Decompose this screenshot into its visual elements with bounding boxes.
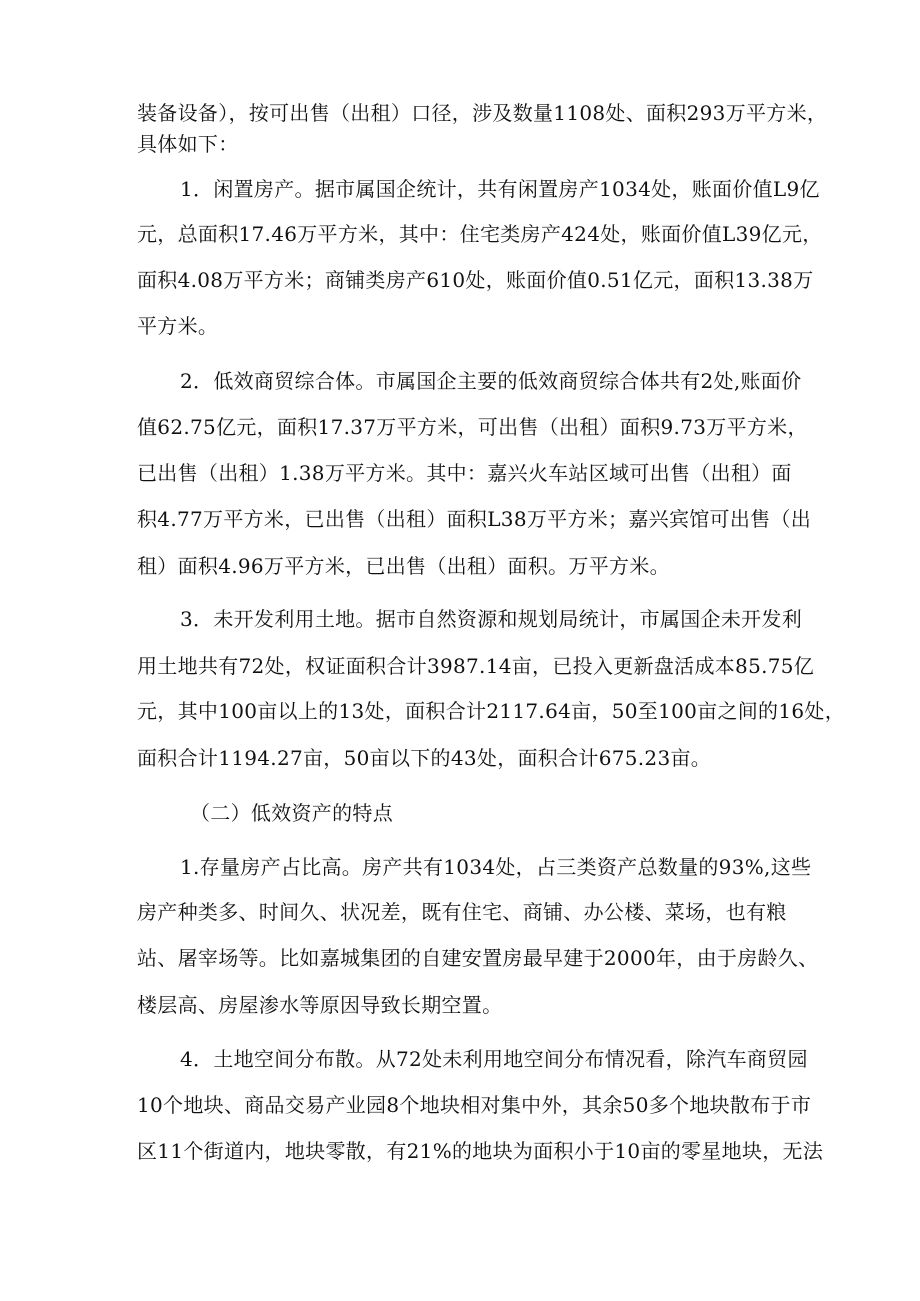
text-line: 区11个街道内，地块零散，有21%的地块为面积小于10亩的零星地块，无法 [137, 1139, 824, 1163]
text-line: 元，其中100亩以上的13处，面积合计2117.64亩，50至100亩之间的16处， [137, 699, 845, 723]
text-line: 站、屠宰场等。比如嘉城集团的自建安置房最早建于2000年，由于房龄久、 [137, 946, 819, 970]
paragraph-4-line: 1.存量房产占比高。房产共有1034处，占三类资产总数量的93%,这些 [180, 855, 812, 879]
text-line: 面积4.08万平方米；商铺类房产610处，账面价值0.51亿元，面积13.38万 [137, 268, 814, 292]
text-line: 装备设备），按可出售（出租）口径，涉及数量1108处、面积293万平方米， [137, 101, 828, 125]
text-line: 楼层高、房屋渗水等原因导致长期空置。 [137, 993, 503, 1017]
text-line: 值62.75亿元，面积17.37万平方米，可出售（出租）面积9.73万平方米， [137, 415, 808, 439]
text-line: 具体如下： [137, 132, 239, 156]
text-line: 房产种类多、时间久、状况差，既有住宅、商铺、办公楼、菜场，也有粮 [137, 900, 787, 924]
paragraph-5-line: 4．土地空间分布散。从72处未利用地空间分布情况看，除汽车商贸园 [180, 1047, 808, 1071]
section-heading: （二）低效资产的特点 [190, 801, 393, 825]
paragraph-1-line: 1．闲置房产。据市属国企统计，共有闲置房产1034处，账面价值L9亿 [180, 177, 820, 201]
text-line: 元，总面积17.46万平方米，其中：住宅类房产424处，账面价值L39亿元， [137, 222, 823, 246]
text-line: 积4.77万平方米，已出售（出租）面积L38万平方米；嘉兴宾馆可出售（出 [137, 507, 812, 531]
text-line: 已出售（出租）1.38万平方米。其中：嘉兴火车站区域可出售（出租）面 [137, 461, 792, 485]
text-line: 用土地共有72处，权证面积合计3987.14亩，已投入更新盘活成本85.75亿 [137, 654, 815, 678]
text-line: 10个地块、商品交易产业园8个地块相对集中外，其余50多个地块散布于市 [137, 1093, 812, 1117]
text-line: 租）面积4.96万平方米，已出售（出租）面积。万平方米。 [137, 554, 670, 578]
text-line: 平方米。 [137, 314, 219, 338]
text-line: 面积合计1194.27亩，50亩以下的43处，面积合计675.23亩。 [137, 746, 712, 770]
paragraph-2-line: 2．低效商贸综合体。市属国企主要的低效商贸综合体共有2处,账面价 [180, 369, 802, 393]
paragraph-3-line: 3．未开发利用土地。据市自然资源和规划局统计，市属国企未开发利 [180, 607, 803, 631]
